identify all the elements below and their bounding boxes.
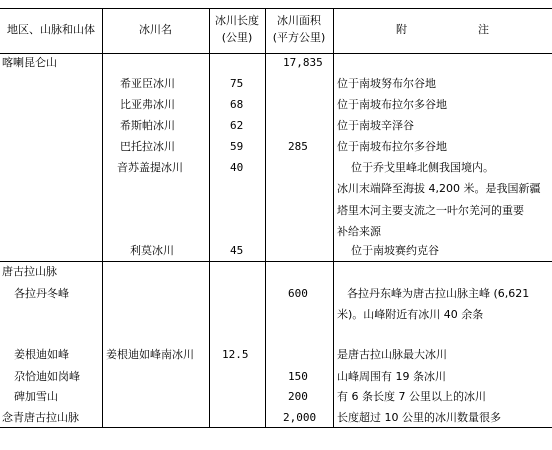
glacier-name: 利莫冰川 — [130, 244, 174, 257]
glacier-name: 巴托拉冰川 — [120, 140, 175, 153]
glacier-area: 200 — [288, 390, 308, 403]
glacier-note: 山峰周围有 19 条冰川 — [337, 370, 446, 383]
glacier-note: 位于乔戈里峰北侧我国境内。 — [351, 161, 494, 174]
glacier-length: 75 — [230, 77, 244, 90]
glacier-note: 位于南坡辛泽谷 — [337, 119, 414, 132]
glacier-note: 位于南坡布拉尔多谷地 — [337, 140, 447, 153]
glacier-length: 59 — [230, 140, 244, 153]
peak-area: 600 — [288, 287, 308, 300]
header-area-line2: (平方公里) — [272, 31, 326, 44]
header-region: 地区、山脉和山体 — [7, 23, 95, 36]
glacier-note-continuation: 冰川末端降至海拔 4,200 米。是我国新疆 — [337, 182, 541, 195]
header-area-line1: 冰川面积 — [277, 14, 321, 27]
header-bottom-rule — [0, 53, 552, 54]
glacier-length: 12.5 — [222, 348, 249, 361]
region-peak: 各拉丹冬峰 — [14, 287, 69, 300]
glacier-area: 285 — [288, 140, 308, 153]
glacier-note: 位于南坡努布尔谷地 — [337, 77, 436, 90]
column-rule-4 — [333, 8, 334, 428]
region-peak: 碑加雪山 — [14, 390, 58, 403]
glacier-length: 40 — [230, 161, 244, 174]
table-bottom-rule — [0, 427, 552, 428]
header-note-char-a: 附 — [396, 23, 407, 36]
region-karakoram: 喀喇昆仑山 — [2, 56, 57, 69]
glacier-name: 希亚臣冰川 — [120, 77, 175, 90]
glacier-name: 音苏盖提冰川 — [117, 161, 183, 174]
column-rule-1 — [102, 8, 103, 428]
glacier-note: 是唐古拉山脉最大冰川 — [337, 348, 447, 361]
header-glacier-name: 冰川名 — [139, 23, 172, 36]
glacier-note: 有 6 条长度 7 公里以上的冰川 — [337, 390, 486, 403]
column-rule-3 — [265, 8, 266, 428]
region-peak: 尕恰迪如岗峰 — [14, 370, 80, 383]
glacier-length: 62 — [230, 119, 244, 132]
glacier-note-continuation: 塔里木河主要支流之一叶尔羌河的重要 — [337, 204, 524, 217]
glacier-note-continuation: 补给来源 — [337, 225, 381, 238]
peak-note-continuation: 米)。山峰附近有冰川 40 余条 — [337, 308, 484, 321]
header-note-char-b: 注 — [478, 23, 489, 36]
peak-note: 各拉丹东峰为唐古拉山脉主峰 (6,621 — [347, 287, 530, 300]
region-peak: 姜根迪如峰 — [14, 348, 69, 361]
glacier-length: 68 — [230, 98, 244, 111]
region-range: 念青唐古拉山脉 — [2, 411, 79, 424]
header-length-line2: (公里) — [221, 31, 253, 44]
header-length-line1: 冰川长度 — [215, 14, 259, 27]
glacier-name: 比亚弗冰川 — [120, 98, 175, 111]
glacier-note: 长度超过 10 公里的冰川数量很多 — [337, 411, 501, 424]
glacier-name: 希斯帕冰川 — [120, 119, 175, 132]
glacier-area: 150 — [288, 370, 308, 383]
region-tanggula: 唐古拉山脉 — [2, 265, 57, 278]
glacier-note: 位于南坡赛约克谷 — [351, 244, 439, 257]
glacier-name: 姜根迪如峰南冰川 — [106, 348, 194, 361]
glacier-length: 45 — [230, 244, 244, 257]
area-karakoram: 17,835 — [283, 56, 323, 69]
glacier-note: 位于南坡布拉尔多谷地 — [337, 98, 447, 111]
column-rule-2 — [209, 8, 210, 428]
table-top-rule — [0, 8, 552, 9]
group-divider-rule — [0, 261, 552, 262]
glacier-area: 2,000 — [283, 411, 317, 424]
